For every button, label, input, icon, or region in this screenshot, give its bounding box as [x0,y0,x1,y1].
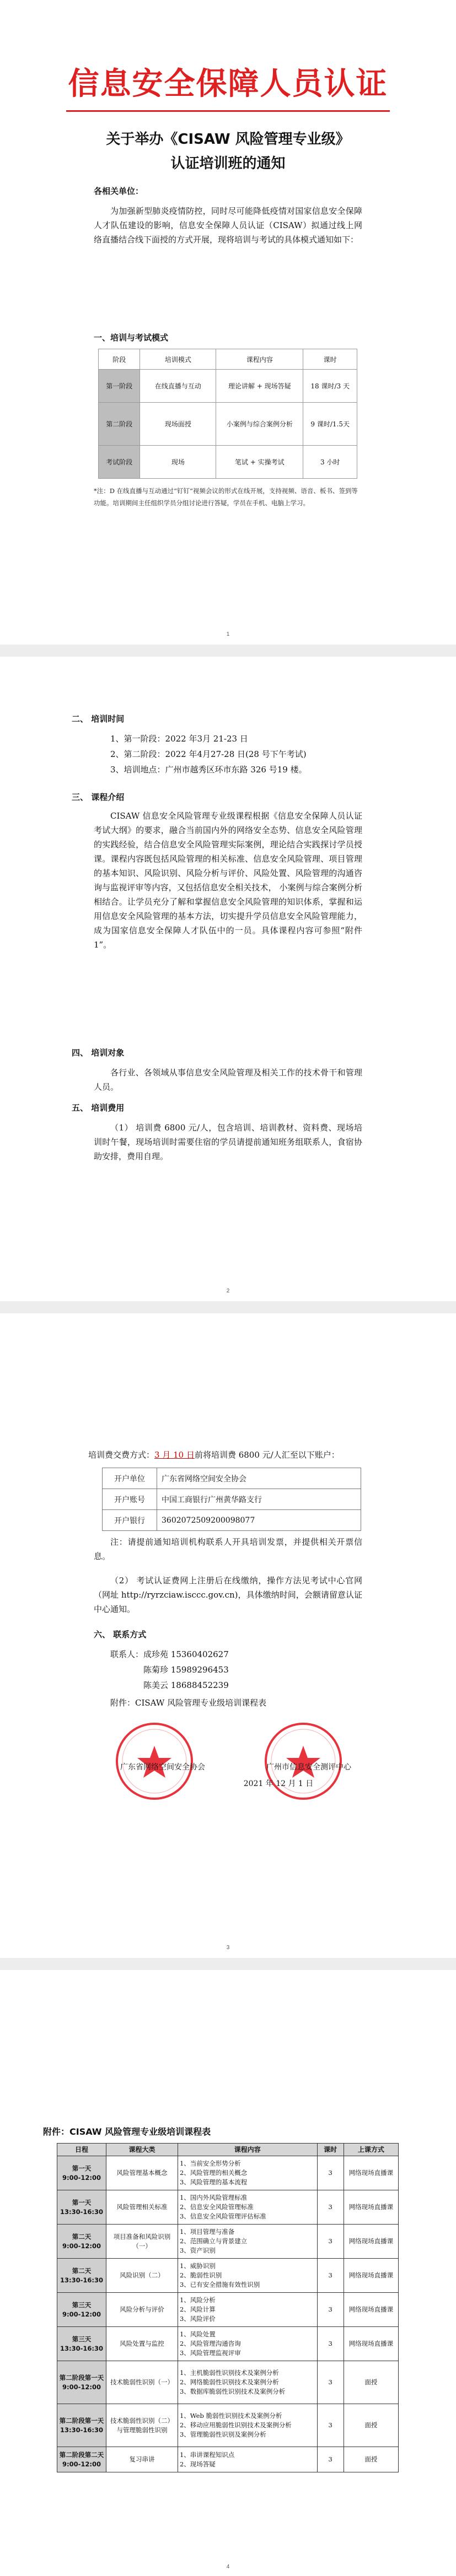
schedule-content-item: 3、管理脆弱性识别及案例分析 [179,2431,266,2438]
table-cell: 考试阶段 [99,446,140,479]
schedule-hours: 3 [317,2293,344,2327]
schedule-time: 13:30-16:30 [60,2344,103,2352]
contact-label: 联系人： [110,1649,144,1659]
schedule-day-cell [57,2259,106,2293]
schedule-item: 1、第一阶段：2022 年3月 21-23 日 [110,734,248,744]
schedule-day-cell [57,2190,106,2225]
course-schedule-body [57,2156,399,2472]
org-name: 广州市信息安全测评中心 [266,1763,351,1772]
table-header-cell: 培训模式 [140,349,216,370]
schedule-category: 风险管理基本概念 [106,2156,178,2190]
schedule-content-item: 2、现场答疑 [179,2460,216,2468]
table-cell: 9 课时/1.5天 [303,403,357,446]
contact-person: 陈菊珍 15989296453 [143,1665,229,1675]
contact-person: 成珍苑 15360402627 [143,1649,229,1659]
table-header-cell: 阶段 [99,349,140,370]
payment-suffix: 前将培训费 6800 元/人汇至以下账户： [194,1450,340,1460]
page-1 [0,0,456,645]
schedule-time: 9:00-12:00 [62,2383,101,2391]
schedule-mode: 面授 [344,2447,398,2472]
schedule-category: 技术脆弱性识别（二）与管理脆弱性识别 [106,2404,178,2447]
notice-title-line1: 关于举办《CISAW 风险管理专业级》 [106,131,350,148]
table-header-row [57,2144,399,2156]
schedule-content-item: 3、已有安全措施有效性识别 [179,2281,260,2288]
table-row [103,1468,361,1489]
schedule-day: 第三天 [72,2335,92,2343]
schedule-item: 3、培训地点：广州市越秀区环市东路 326 号19 楼。 [110,765,307,775]
payment-prefix: 培训费交费方式： [88,1450,155,1460]
schedule-day-cell [57,2225,106,2259]
schedule-mode: 网络现场直播课 [344,2327,398,2361]
bank-value: 中国工商银行广州黄华路支行 [157,1489,361,1510]
schedule-mode: 网络现场直播课 [344,2225,398,2259]
table-row [99,403,357,446]
table-row [99,370,357,403]
course-intro-paragraph: CISAW 信息安全风险管理专业级课程根据《信息安全保障人员认证考试大纲》的要求，融合当前国内外的网络安全态势、信息安全风险管理的实践经验，结合信息安全风险管理实际案例，理论结合实践探讨学员授课。课程内容既包括风险管理的相关标准、信息安全风险管理、项目管理的基本知识、风险识别、风险分析与评价、风险处置、风险管理的沟通咨询与监视评审等内容，又包括信息安全相关技术， 小案例与综合案例分析相结合。让学员充分了解和掌握信息安全风险管理的知识体系，掌握和运用信息安全风险管理的基本方法，切实提升学员信息安全风险管理能力，成为国家信息安全保障人才队伍中的一员。具体课程内容可参照“附件 1”。 [94,811,362,950]
schedule-content-cell [178,2327,317,2361]
table-header-cell: 课程内容 [216,349,303,370]
schedule-mode: 网络现场直播课 [344,2293,398,2327]
schedule-category: 项目准备和风险识别（一） [106,2225,178,2259]
schedule-content-item: 3、风险评价 [179,2315,216,2323]
schedule-time: 9:00-12:00 [62,2242,101,2250]
schedule-category: 风险管理相关标准 [106,2190,178,2225]
schedule-day: 第二天 [72,2232,92,2241]
schedule-content-cell [178,2293,317,2327]
table-row [57,2225,399,2259]
page-3 [0,1313,456,1958]
schedule-mode: 面授 [344,2361,398,2404]
training-mode-table [98,349,357,479]
schedule-content-item: 3、风险管理的基本流程 [179,2178,248,2186]
schedule-hours: 3 [317,2156,344,2190]
schedule-content-item: 1、项目管理与准备 [179,2228,235,2236]
contact-person: 陈美云 18688452239 [143,1680,229,1690]
table-cell: 第二阶段 [99,403,140,446]
schedule-day: 第二阶段第一天 [59,2373,104,2382]
table-header-cell: 课程大类 [106,2144,178,2156]
schedule-category: 复习串讲 [106,2447,178,2472]
schedule-time: 9:00-12:00 [62,2310,101,2318]
schedule-content-cell [178,2225,317,2259]
red-header-rule [66,110,390,112]
attachment-title: 附件：CISAW 风险管理专业级培训课程表 [43,2126,211,2137]
table-row [57,2293,399,2327]
schedule-content-cell [178,2361,317,2404]
bank-value: 3602072509200098077 [157,1510,361,1531]
contact-line [110,1647,331,1662]
attachment-label: 附件：CISAW 风险管理专业级培训课程表 [110,1698,267,1708]
table-row [103,1489,361,1510]
table-note: *注：D 在线直播与互动通过“钉钉”视频会议的形式在线开展，支持视频、语音、板书、签到等功能。培训期间主任组织学员分组讨论进行答疑，学员在手机、电脑上学习。 [94,487,358,507]
page-number: 4 [226,2564,230,2570]
table-cell: 18 课时/3 天 [303,370,357,403]
audience-paragraph: 各行业、各领域从事信息安全风险管理及相关工作的技术骨干和管理人员。 [94,1068,362,1092]
table-row [57,2404,399,2447]
schedule-day-cell [57,2404,106,2447]
table-row [57,2190,399,2225]
schedule-day: 第二阶段第二天 [59,2450,104,2459]
org-name: 广东省网络空间安全协会 [120,1763,205,1772]
schedule-content-item: 3、数据库脆弱性识别技术及案例分析 [179,2388,286,2395]
table-header-cell: 课时 [317,2144,344,2156]
section4-title: 四、 培训对象 [72,1048,125,1058]
table-cell: 现场 [140,446,216,479]
schedule-content-item: 2、风险管理的相关概念 [179,2169,248,2177]
page-gap [0,1958,456,1970]
schedule-content-item: 1、Web 脆弱性识别技术及案例分析 [179,2412,282,2420]
fee-paragraph: （1） 培训费 6800 元/人，包含培训、培训教材、资料费、现场培训时午餐，现场培训时需要住宿的学员请提前通知班务组联系人，食宿协助安排，费用自理。 [94,1123,362,1161]
table-row [57,2259,399,2293]
schedule-category: 风险识别（二） [106,2259,178,2293]
schedule-day: 第一天 [72,2164,92,2172]
schedule-time: 13:30-16:30 [60,2426,103,2434]
schedule-content-item: 2、风险计算 [179,2306,216,2313]
bank-key: 开户单位 [103,1468,157,1489]
schedule-hours: 3 [317,2259,344,2293]
schedule-content-item: 1、当前安全形势分析 [179,2160,241,2167]
table-header-cell: 课程内容 [178,2144,317,2156]
table-cell: 理论讲解 + 现场答疑 [216,370,303,403]
table-cell: 第一阶段 [99,370,140,403]
schedule-hours: 3 [317,2327,344,2361]
table-header-cell: 上课方式 [344,2144,398,2156]
page-number: 3 [226,1945,230,1951]
table-header-row [99,349,357,370]
schedule-category: 技术脆弱性识别（一） [106,2361,178,2404]
section2-title: 二、 培训时间 [72,714,125,724]
salutation: 各相关单位： [94,186,144,196]
schedule-content-item: 2、信息安全风险管理标准 [179,2203,254,2211]
schedule-day: 第三天 [72,2301,92,2309]
bank-key: 开户账号 [103,1489,157,1510]
schedule-day-cell [57,2327,106,2361]
intro-paragraph: 为加强新型肺炎疫情防控，同时尽可能降低疫情对国家信息安全保障人才队伍建设的影响，信息安全保障人员认证（CISAW）拟通过线上网络直播结合线下面授的方式开展，现将培训与考试的具体模式通知如下： [94,206,362,245]
notice-title-line2: 认证培训班的通知 [170,155,286,172]
schedule-hours: 3 [317,2225,344,2259]
schedule-day: 第二天 [72,2266,92,2275]
schedule-content-item: 3、风险管理监视评审 [179,2349,241,2357]
schedule-item: 2、第二阶段：2022 年4月27-28 日(28 号下午考试) [110,749,307,759]
schedule-content-cell [178,2259,317,2293]
table-row [57,2361,399,2404]
schedule-content-item: 2、风险管理沟通咨询 [179,2340,241,2347]
schedule-category: 风险分析与评价 [106,2293,178,2327]
issue-date: 2021 年 12 月 1 日 [243,1779,314,1788]
page-number: 2 [226,1288,230,1294]
schedule-content-item: 3、信息安全风险管理评估标准 [179,2212,266,2220]
schedule-content-cell [178,2156,317,2190]
section1-title: 一、培训与考试模式 [94,333,169,343]
table-row [57,2156,399,2190]
schedule-mode: 网络现场直播课 [344,2156,398,2190]
schedule-day-cell [57,2293,106,2327]
schedule-time: 9:00-12:00 [62,2173,101,2182]
page-gap [0,645,456,657]
schedule-time: 9:00-12:00 [62,2460,101,2468]
schedule-mode: 网络现场直播课 [344,2190,398,2225]
table-cell: 笔试 + 实操考试 [216,446,303,479]
table-cell: 在线直播与互动 [140,370,216,403]
schedule-hours: 3 [317,2447,344,2472]
schedule-content-item: 3、资产识别 [179,2247,216,2254]
schedule-day-cell [57,2447,106,2472]
exam-fee-note: （2） 考试认证费网上注册后在线缴纳，操作方法见考试中心官网（网址 http://ryrzciaw.isccc.gov.cn)，具体缴纳时间，会额请留意认证中心通知。 [94,1576,362,1614]
table-header-cell: 日程 [57,2144,106,2156]
table-header-cell: 课时 [303,349,357,370]
schedule-content-item: 1、国内外风险管理标准 [179,2194,248,2201]
bank-key: 开户银行 [103,1510,157,1531]
table-row [99,446,357,479]
table-cell: 小案例与综合案例分析 [216,403,303,446]
schedule-day-cell [57,2361,106,2404]
section6-title: 六、 联系方式 [94,1630,147,1639]
schedule-content-item: 2、移动应用脆弱性识别技术及案例分析 [179,2421,292,2429]
payment-instruction [88,1448,364,1462]
section5-title: 五、 培训费用 [72,1103,125,1113]
schedule-time: 13:30-16:30 [60,2207,103,2216]
schedule-day: 第二阶段第一天 [59,2416,104,2425]
schedule-content-item: 2、脆弱性识别 [179,2271,222,2279]
schedule-content-item: 2、网络脆弱性识别技术及案例分析 [179,2378,279,2386]
schedule-content-item: 1、主机脆弱性识别技术及案例分析 [179,2369,279,2377]
table-row [57,2327,399,2361]
section3-title: 三、 课程介绍 [72,792,125,802]
schedule-category: 风险处置与监控 [106,2327,178,2361]
page-gap [0,1301,456,1313]
schedule-content-cell [178,2190,317,2225]
schedule-content-item: 1、串讲课程知识点 [179,2450,235,2459]
schedule-time: 13:30-16:30 [60,2276,103,2284]
schedule-hours: 3 [317,2190,344,2225]
schedule-hours: 3 [317,2361,344,2404]
schedule-mode: 网络现场直播课 [344,2259,398,2293]
schedule-content-item: 1、威胁识别 [179,2262,216,2270]
bank-note: 注：请提前通知培训机构联系人开具培训发票，并提供相关开票信息。 [94,1537,362,1561]
schedule-day-cell [57,2156,106,2190]
schedule-content-item: 1、风险分析 [179,2296,216,2304]
table-row [57,2447,399,2472]
red-header-title: 信息安全保障人员认证 [68,66,388,102]
page-2 [0,657,456,1301]
page-number: 1 [226,631,230,637]
table-row [103,1510,361,1531]
schedule-content-item: 2、范围确立与背景建立 [179,2237,248,2245]
payment-deadline: 3 月 10 日 [154,1450,195,1460]
table-cell: 现场面授 [140,403,216,446]
schedule-day: 第一天 [72,2198,92,2206]
schedule-mode: 面授 [344,2404,398,2447]
table-cell: 3 小时 [303,446,357,479]
bank-account-table [102,1468,361,1531]
schedule-content-item: 1、风险处置 [179,2330,216,2338]
bank-value: 广东省网络空间安全协会 [157,1468,361,1489]
course-schedule-table [57,2143,399,2472]
schedule-content-cell [178,2447,317,2472]
schedule-content-cell [178,2404,317,2447]
schedule-hours: 3 [317,2404,344,2447]
